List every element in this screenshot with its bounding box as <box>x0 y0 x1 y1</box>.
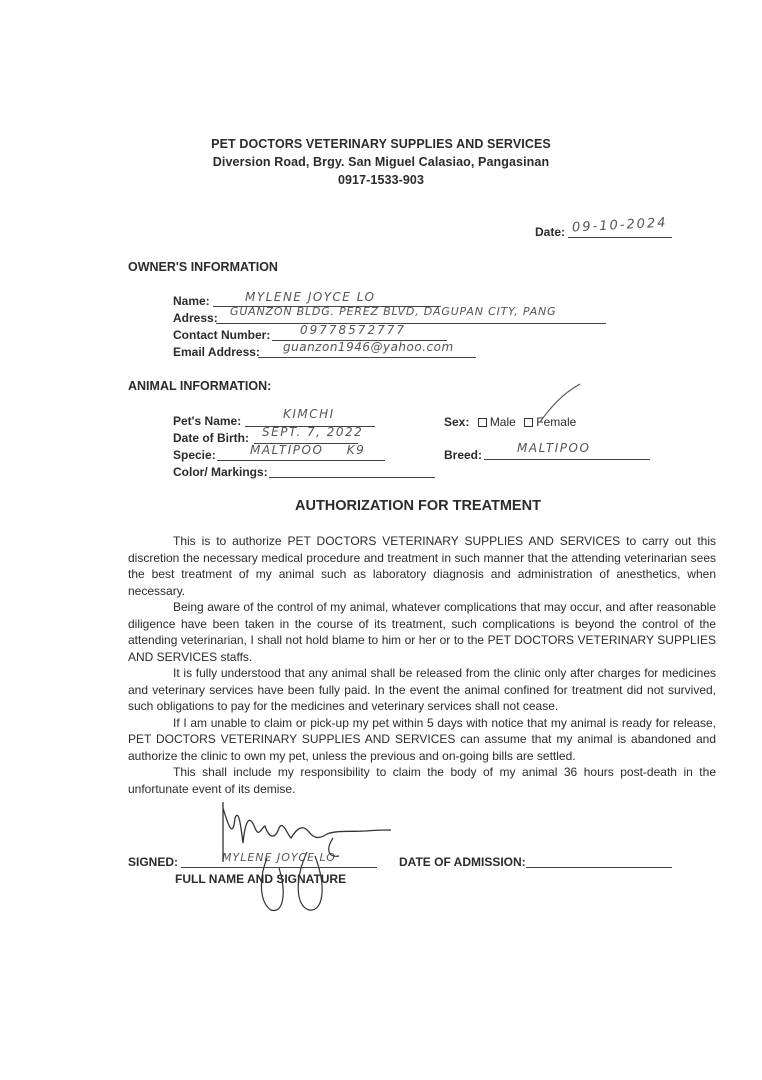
owner-name-value: MYLENE JOYCE LO <box>245 290 376 304</box>
sex-option-male[interactable] <box>478 415 516 429</box>
owner-email-value: guanzon1946@yahoo.com <box>283 340 454 354</box>
authorization-paragraph: It is fully understood that any animal shall be released from the clinic only after charges for medicines and veterinary services have been fully paid. In the event the animal confined for treatment did not survived, such obligations to pay for the medicines and veterinary services shall not cease. <box>128 666 716 713</box>
male-label: Male <box>489 415 516 429</box>
owner-section-title: OWNER'S INFORMATION <box>128 260 278 274</box>
date-label: Date: <box>535 225 566 239</box>
check-mark-icon <box>538 382 582 426</box>
specie-label: Specie: <box>173 448 216 462</box>
date-of-admission-field[interactable] <box>526 852 672 868</box>
male-checkbox[interactable] <box>478 418 487 427</box>
dob-label: Date of Birth: <box>173 431 249 445</box>
breed-value: MALTIPOO <box>517 441 591 455</box>
female-checkbox[interactable] <box>524 418 533 427</box>
business-phone: 0917-1533-903 <box>337 173 425 187</box>
specie-value: MALTIPOO K9 <box>250 443 366 457</box>
authorization-body <box>128 533 716 797</box>
animal-section-title: ANIMAL INFORMATION: <box>128 379 272 393</box>
authorization-paragraph: This shall include my responsibility to claim the body of my animal 36 hours post-death in the unfortunate event of its demise. <box>128 765 716 796</box>
owner-address-label: Adress: <box>173 311 218 325</box>
sex-label: Sex: <box>444 415 470 429</box>
breed-label: Breed: <box>444 448 483 462</box>
owner-contact-value: 09778572777 <box>300 323 406 337</box>
business-name: PET DOCTORS VETERINARY SUPPLIES AND SERVICES <box>211 137 551 151</box>
authorization-paragraph: This is to authorize PET DOCTORS VETERINARY SUPPLIES AND SERVICES to carry out this discretion the necessary medical procedure and treatment in such manner that the attending veterinarian sees the best treatment of my animal such as laboratory diagnosis and administration of anesthetics, when necessary. <box>128 534 716 598</box>
date-of-admission-label: DATE OF ADMISSION: <box>399 855 526 869</box>
authorization-title: AUTHORIZATION FOR TREATMENT <box>295 498 541 514</box>
female-label: Female <box>536 415 577 429</box>
owner-address-value: GUANZON BLDG. PEREZ BLVD, DAGUPAN CITY, PANG <box>230 305 557 318</box>
signature-caption: FULL NAME AND SIGNATURE <box>175 872 347 886</box>
signed-name-value: MYLENE JOYCE LO <box>222 851 336 864</box>
pet-name-value: KIMCHI <box>283 407 335 421</box>
handwritten-signature <box>215 798 395 916</box>
color-markings-field[interactable] <box>269 462 435 478</box>
owner-contact-label: Contact Number: <box>173 328 271 342</box>
color-markings-label: Color/ Markings: <box>173 465 268 479</box>
owner-email-label: Email Address: <box>173 345 260 359</box>
authorization-paragraph: Being aware of the control of my animal, whatever complications that may occur, and after reasonable diligence have been taken in the course of its treatment, such complications is beyond the control of the attending veterinarian, I shall not hold blame to him or her or to the PET DOCTORS VETERINARY SUPPLIES AND SERVICES staffs. <box>128 600 716 664</box>
owner-name-label: Name: <box>173 294 210 308</box>
authorization-paragraph: If I am unable to claim or pick-up my pet within 5 days with notice that my animal is ready for release, PET DOCTORS VETERINARY SUPPLIES AND SERVICES can assume that my animal is abandoned and authorize the clinic to own my pet, unless the previous and on-going bills are settled. <box>128 715 716 763</box>
signed-label: SIGNED: <box>128 855 179 869</box>
dob-value: SEPT. 7, 2022 <box>262 425 364 439</box>
pet-name-label: Pet's Name: <box>173 414 242 428</box>
date-value: 09-10-2024 <box>571 215 668 236</box>
business-address: Diversion Road, Brgy. San Miguel Calasiao, Pangasinan <box>212 155 550 169</box>
